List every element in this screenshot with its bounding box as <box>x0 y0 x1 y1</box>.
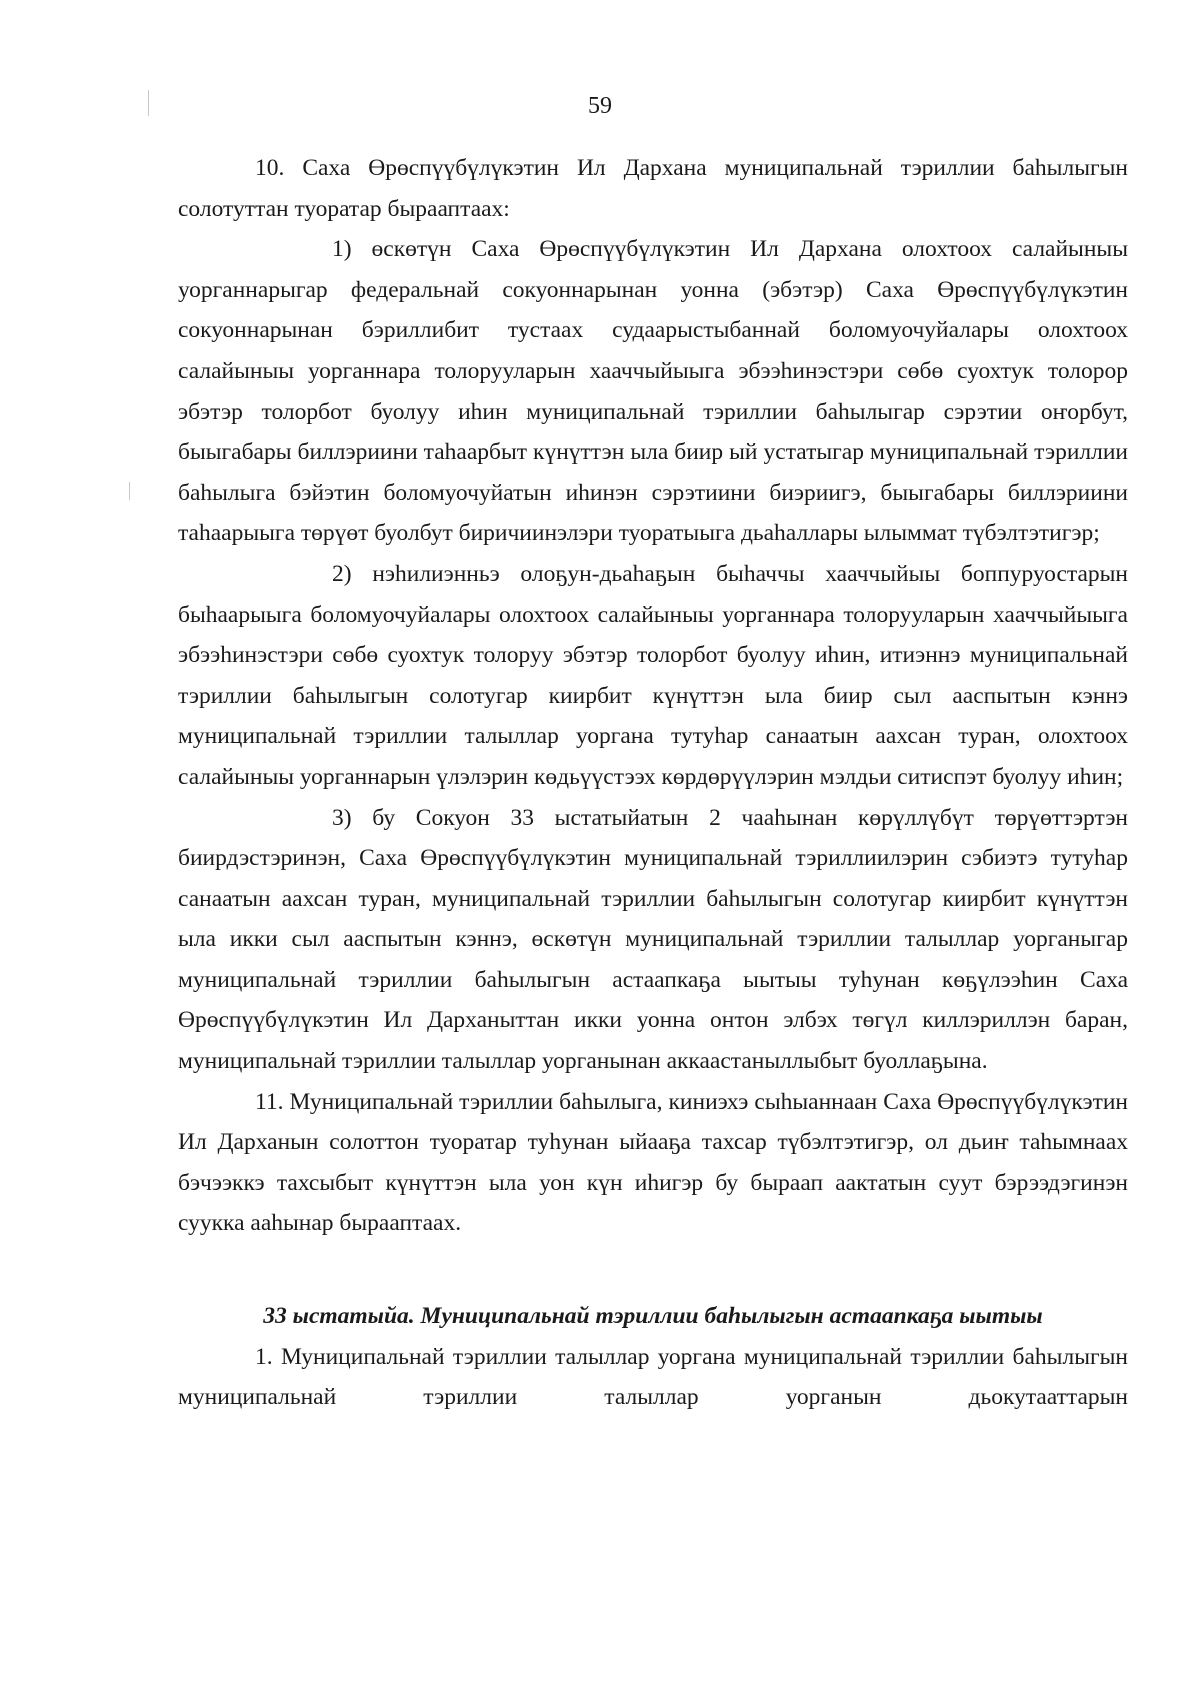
paragraph-10 <box>178 148 1128 229</box>
paragraph-text: 10. Саха Өрөспүүбүлүкэтин Ил Дархана муниципальнай тэриллии баһылыгын солотуттан туоратар бырааптаах: <box>178 155 1128 222</box>
scan-edge-mark <box>129 482 130 500</box>
list-item-text: бу Сокуон 33 ыстатыйатын 2 чааһынан көрүллүбүт төрүөттэртэн биирдэстэринэн, Саха Өрөспүүбүлүкэтин муниципальнай тэриллиилэрин сэбиэтэ тутуһар санаатын аахсан туран, муниципальнай тэриллии баһылыгын солотугар киирбит күнүттэн ыла икки сыл ааспытын кэннэ, өскөтүн муниципальнай тэриллии талыллар уорганыгар муниципальнай тэриллии баһылыгын астаапкаҕа ыытыы туһунан көҕүлээһин Саха Өрөспүүбүлүкэтин Ил Дарханыттан икки уонна онтон элбэх төгүл киллэриллэн баран, муниципальнай тэриллии талыллар уорганынан аккаастаныллыбыт буоллаҕына. <box>178 804 1129 1075</box>
paragraph-11 <box>178 1082 1128 1244</box>
page-number: 59 <box>588 93 612 119</box>
document-body <box>178 148 1128 1418</box>
list-item-text: нэһилиэнньэ олоҕун-дьаһаҕын быһаччы хааччыйыы боппуруостарын быһаарыыга боломуочуйалары олохтоох салайыныы уорганнара толорууларын хааччыйыыга эбээһинэстэри сөбө суохтук толоруу эбэтэр толорбот буолуу иһин, итиэннэ муниципальнай тэриллии баһылыгын солотугар киирбит күнүттэн ыла биир сыл ааспытын кэннэ муниципальнай тэриллии талыллар уоргана тутуһар санаатын аахсан туран, олохтоох салайыныы уорганнарын үлэлэрин көдьүүстээх көрдөрүүлэрин мэлдьи ситиспэт буолуу иһин; <box>178 560 1129 790</box>
list-item-text: өскөтүн Саха Өрөспүүбүлүкэтин Ил Дархана олохтоох салайыныы уорганнарыгар федеральнай сокуоннарынан уонна (эбэтэр) Саха Өрөспүүбүлүкэтин сокуоннарынан бэриллибит тустаах судаарыстыбаннай боломуочуйалары олохтоох салайыныы уорганнара толорууларын хааччыйыыга эбээһинэстэри сөбө суохтук толорор эбэтэр толорбот буолуу иһин муниципальнай тэриллии баһылыгар сэрэтии оҥорбут, быыгабары биллэриини таһаарбыт күнүттэн ыла биир ый устатыгар муниципальнай тэриллии баһылыга бэйэтин боломуочуйатын иһинэн сэрэтиини биэриигэ, быыгабары биллэриини таһаарыыга төрүөт буолбут биричиинэлэри туоратыыга дьаһаллары ылыммат түбэлтэтигэр; <box>178 236 1128 547</box>
paragraph-article-33-1 <box>178 1337 1128 1418</box>
paragraph-text: 1. Муниципальнай тэриллии талыллар уоргана муниципальнай тэриллии баһылыгын муниципальнай тэриллии талыллар уорганын дьокутааттарын <box>178 1343 1128 1411</box>
list-item-3 <box>178 798 1128 1082</box>
list-marker: 3) <box>332 804 352 831</box>
list-item-2 <box>178 554 1128 798</box>
section-heading-article-33: 33 ыстатыйа. Муниципальнай тэриллии баһылыгын астаапкаҕа ыытыы <box>263 1303 1043 1330</box>
list-marker: 1) <box>332 236 352 263</box>
list-marker: 2) <box>332 560 352 587</box>
paragraph-text: 11. Муниципальнай тэриллии баһылыга, киниэхэ сыһыаннаан Саха Өрөспүүбүлүкэтин Ил Дарханын солоттон туоратар туһунан ыйааҕа тахсар түбэлтэтигэр, ол дьиҥ таһымнаах бэчээккэ тахсыбыт күнүттэн ыла уон күн иһигэр бу быраап аактатын суут бэрээдэгинэн суукка ааһынар бырааптаах. <box>178 1088 1128 1237</box>
list-item-1 <box>178 229 1128 554</box>
